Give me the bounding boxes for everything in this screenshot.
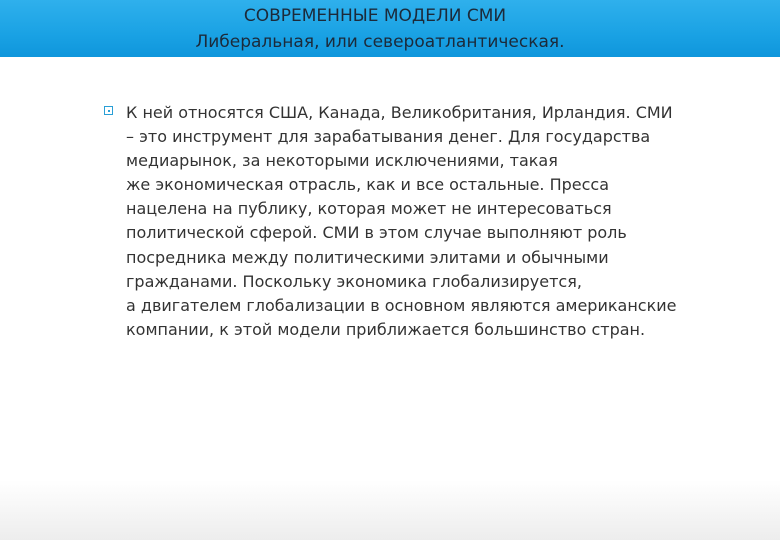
body-text-line: нацелена на публику, которая может не интересоваться <box>126 199 612 219</box>
slide-title: СОВРЕМЕННЫЕ МОДЕЛИ СМИ <box>243 6 507 26</box>
body-text-line: а двигателем глобализации в основном являются американские <box>126 295 677 315</box>
body-text-line: медиарынок, за некоторыми исключениями, такая <box>126 151 558 171</box>
title-bar <box>0 0 780 57</box>
body-text-line: К ней относятся США, Канада, Великобритания, Ирландия. СМИ <box>126 103 673 122</box>
slide-bottom-shade <box>0 480 780 540</box>
bullet-list <box>126 101 726 342</box>
bullet-square-icon <box>104 106 113 115</box>
body-text-line: посредника между политическими элитами и обычными <box>126 247 609 267</box>
body-text-line: гражданами. Поскольку экономика глобализируется, <box>126 271 582 291</box>
body-text-line: компании, к этой модели приближается большинство стран. <box>126 319 646 339</box>
body-text-line: политической сферой. СМИ в этом случае выполняют роль <box>126 223 627 243</box>
body-text-line: же экономическая отрасль, как и все остальные. Пресса <box>126 175 610 195</box>
slide-subtitle: Либеральная, или североатлантическая. <box>195 32 565 52</box>
body-text-line: – это инструмент для зарабатывания денег. Для государства <box>126 127 651 147</box>
